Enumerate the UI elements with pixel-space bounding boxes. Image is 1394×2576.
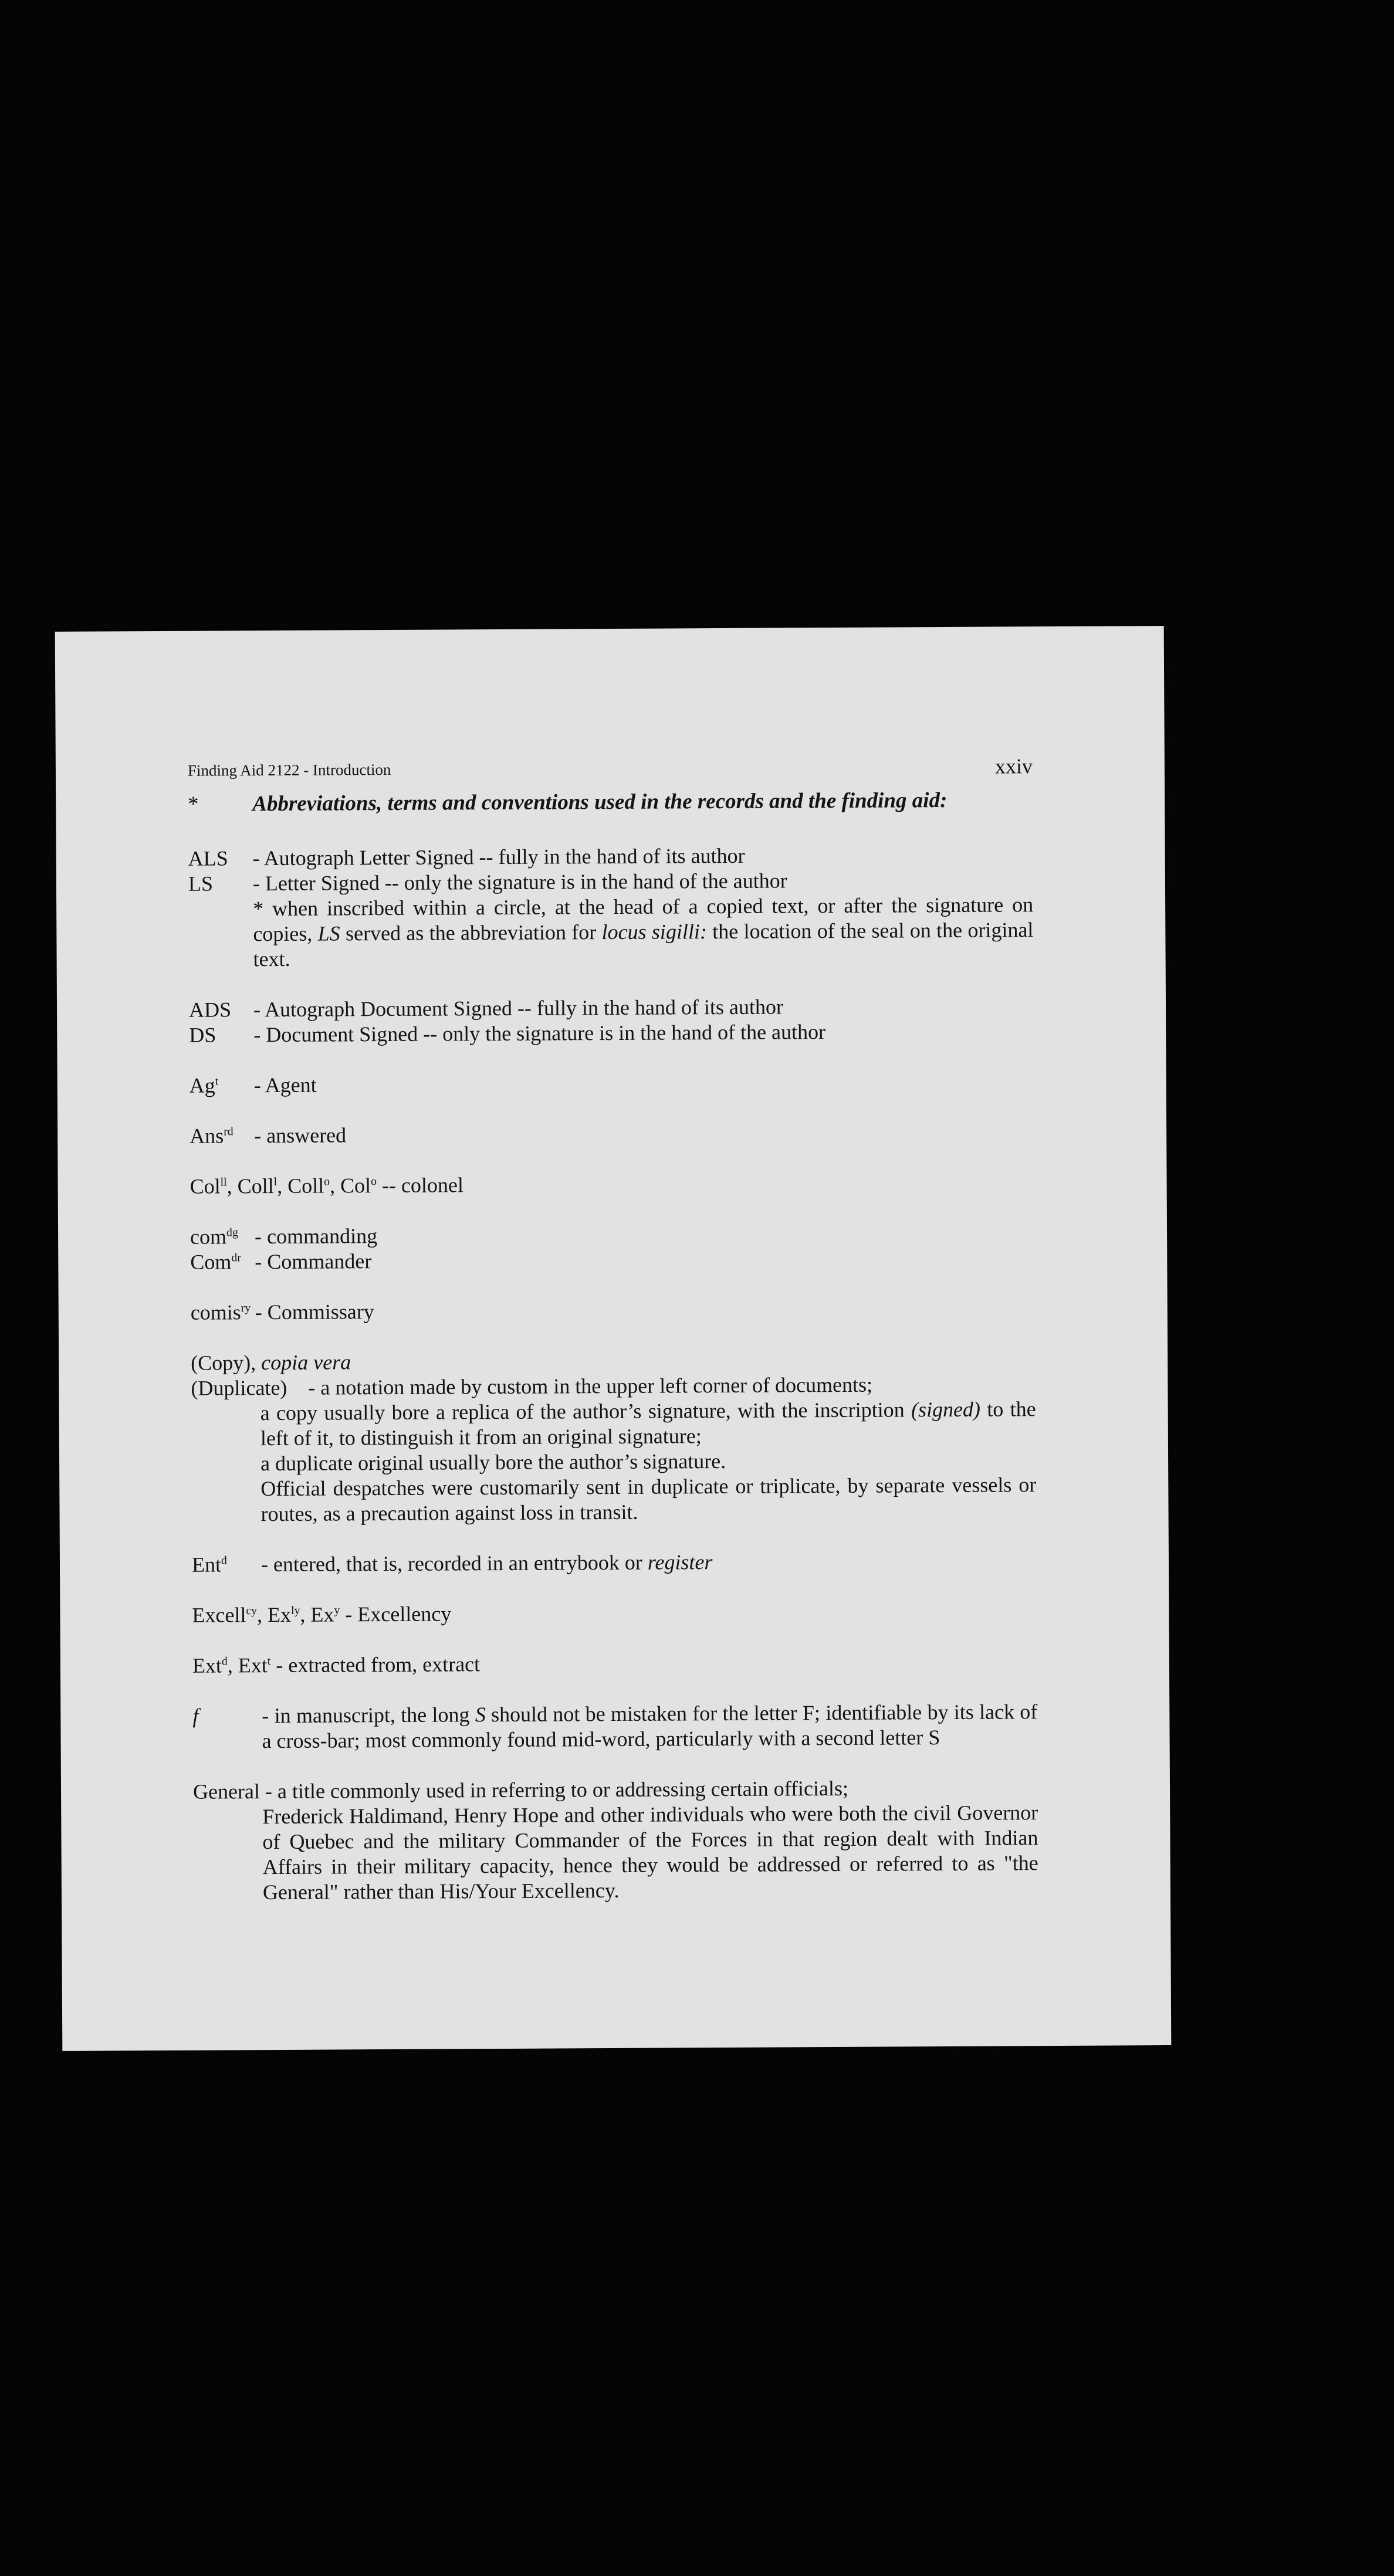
entry-ads (189, 993, 1034, 1023)
def-long-s: - in manuscript, the long S should not be mistaken for the letter F; identifiable by its lack of a cross-bar; most commonly found mid-word, particularly with a second letter S (262, 1700, 1038, 1753)
document-page (55, 626, 1172, 2051)
def-ls: - Letter Signed -- only the signature is in the hand of the author (252, 869, 787, 896)
entry-general: General - a title commonly used in referring to or addressing certain officials; (192, 1776, 849, 1804)
copy-para-1: a copy usually bore a replica of the author’s signature, with the inscription (signed) to the left of it, to distinguish it from an original signature; (260, 1397, 1036, 1450)
term-commissary: comis$^{ry}$ (190, 1300, 251, 1324)
entry-duplicate (191, 1371, 1036, 1401)
page-content (188, 753, 1038, 1906)
page-number: xxiv (994, 754, 1033, 778)
term-ads: ADS (188, 998, 232, 1022)
entry-long-s (192, 1699, 1037, 1754)
def-agent: - Agent (253, 1073, 317, 1097)
term-commanding: com$^{dg}$ (190, 1225, 238, 1249)
entry-ds (189, 1018, 1034, 1048)
term-agent: Ag$^t$ (189, 1073, 219, 1097)
copy-para-2: a duplicate original usually bore the author’s signature. (260, 1449, 726, 1476)
page-header (188, 753, 1033, 786)
entry-commanding (190, 1220, 1035, 1250)
heading-bullet: * (188, 792, 199, 816)
def-als: - Autograph Letter Signed -- fully in the hand of its author (252, 843, 745, 870)
entry-extract: Ext$^d$, Ext$^t$ - extracted from, extract (192, 1652, 481, 1677)
section-heading (188, 787, 1033, 821)
def-commissary: - Commissary (255, 1300, 374, 1324)
heading-text: Abbreviations, terms and conventions used in the records and the finding aid: (252, 788, 948, 816)
term-commander: Com$^{dr}$ (190, 1250, 241, 1274)
copy-para-3: Official despatches were customarily sent in duplicate or triplicate, by separate vessels or routes, as a precaution against loss in transit. (260, 1473, 1037, 1526)
header-title: Finding Aid 2122 - Introduction (187, 760, 391, 779)
entry-commissary (191, 1296, 1036, 1326)
def-ads: - Autograph Document Signed -- fully in the hand of its author (253, 995, 783, 1022)
note-ls: * when inscribed within a circle, at the head of a copied text, or after the signature on copies, LS served as the abbreviation for locus sigilli: the location of the seal on the original text. (253, 893, 1034, 971)
term-entered: Ent$^d$ (191, 1553, 227, 1577)
term-duplicate: (Duplicate) (191, 1375, 287, 1400)
term-als: ALS (188, 846, 228, 870)
entry-ls (188, 867, 1034, 972)
general-para: Frederick Haldimand, Henry Hope and other individuals who were both the civil Governor of Quebec and the military Commander of the Forces in that region dealt with Indian Affairs in their military capacity, hence they would be addressed or referred to as "the General" rather than His/Your Excellency. (262, 1801, 1038, 1904)
entry-colonel: Col$^{ll}$, Coll$^l$, Coll$^o$, Col$^o$ -- colonel (190, 1173, 464, 1198)
term-answered: Ans$^{rd}$ (190, 1124, 234, 1148)
entry-entered (192, 1548, 1037, 1578)
entry-answered (190, 1119, 1034, 1149)
term-long-s: f (192, 1704, 199, 1728)
def-duplicate: - a notation made by custom in the upper left corner of documents; (308, 1372, 873, 1399)
def-ds: - Document Signed -- only the signature is in the hand of the author (253, 1020, 826, 1047)
entry-agent (190, 1069, 1034, 1099)
def-commanding: - commanding (254, 1224, 378, 1249)
def-entered: - entered, that is, recorded in an entrybook or register (260, 1550, 713, 1577)
entry-copy: (Copy), copia vera (191, 1350, 351, 1375)
def-commander: - Commander (255, 1249, 372, 1274)
term-ls: LS (188, 872, 214, 896)
term-ds: DS (189, 1023, 216, 1047)
entry-excellency: Excell$^{cy}$, $Ex^{ly}$, Ex$^y$ - Excellency (192, 1602, 452, 1627)
entry-als (188, 842, 1033, 872)
def-answered: - answered (254, 1123, 347, 1148)
entry-commander (190, 1245, 1035, 1275)
